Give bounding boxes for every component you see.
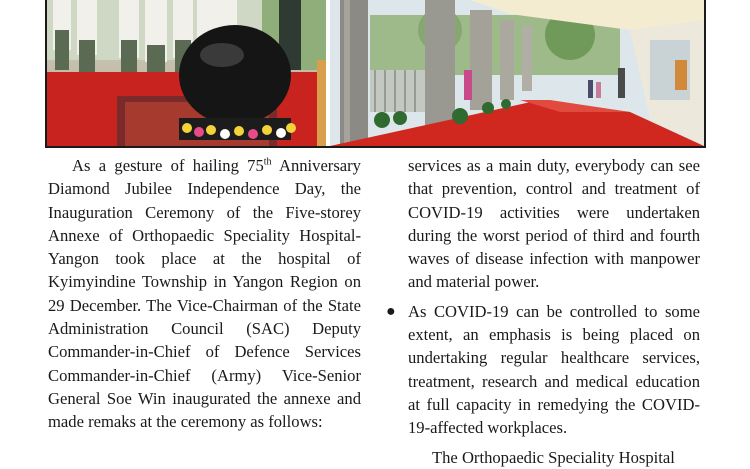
intro-paragraph [48, 154, 361, 434]
next-paragraph: The Orthopaedic Speciality Hospital [432, 447, 675, 467]
right-column [386, 154, 700, 469]
bullet-item [386, 300, 700, 440]
ceremony-photo-left-graphic [47, 0, 326, 146]
ordinal-suffix: th [263, 156, 272, 168]
intro-text-start: As a gesture of hailing 75 [72, 156, 264, 175]
hospital-corridor-graphic [330, 0, 704, 146]
intro-text-rest: Anniversary Diamond Jubilee Independence Day, the Inauguration Ceremony of the Five-storey Annexe of Orthopaedic Speciality Hospital-Yangon took place at the hospital of Kyimyindine Township in Yangon Region on 29 December. The Vice-Chairman of the State Administration Council (SAC) Deputy Commander-in-Chief of Defence Services Commander-in-Chief (Army) Vice-Senior General Soe Win inaugurated the annexe and made remaks at the ceremony as follows: [48, 156, 361, 432]
ceremony-photo-left [47, 0, 326, 146]
photo-strip [45, 0, 706, 148]
left-column [48, 154, 361, 434]
bullet-text: As COVID-19 can be controlled to some extent, an emphasis is being placed on undertaking regular healthcare services, treatment, research and medical education at full capacity in remedying the COVID-19-affected workplaces. [408, 301, 700, 438]
hospital-corridor-photo [330, 0, 704, 146]
bullet-marker: ● [386, 302, 396, 320]
continued-paragraph: services as a main duty, everybody can see that prevention, control and treatment of COVID-19 activities were undertaken during the worst period of third and fourth waves of disease infection with manpower and material power. [408, 156, 700, 292]
